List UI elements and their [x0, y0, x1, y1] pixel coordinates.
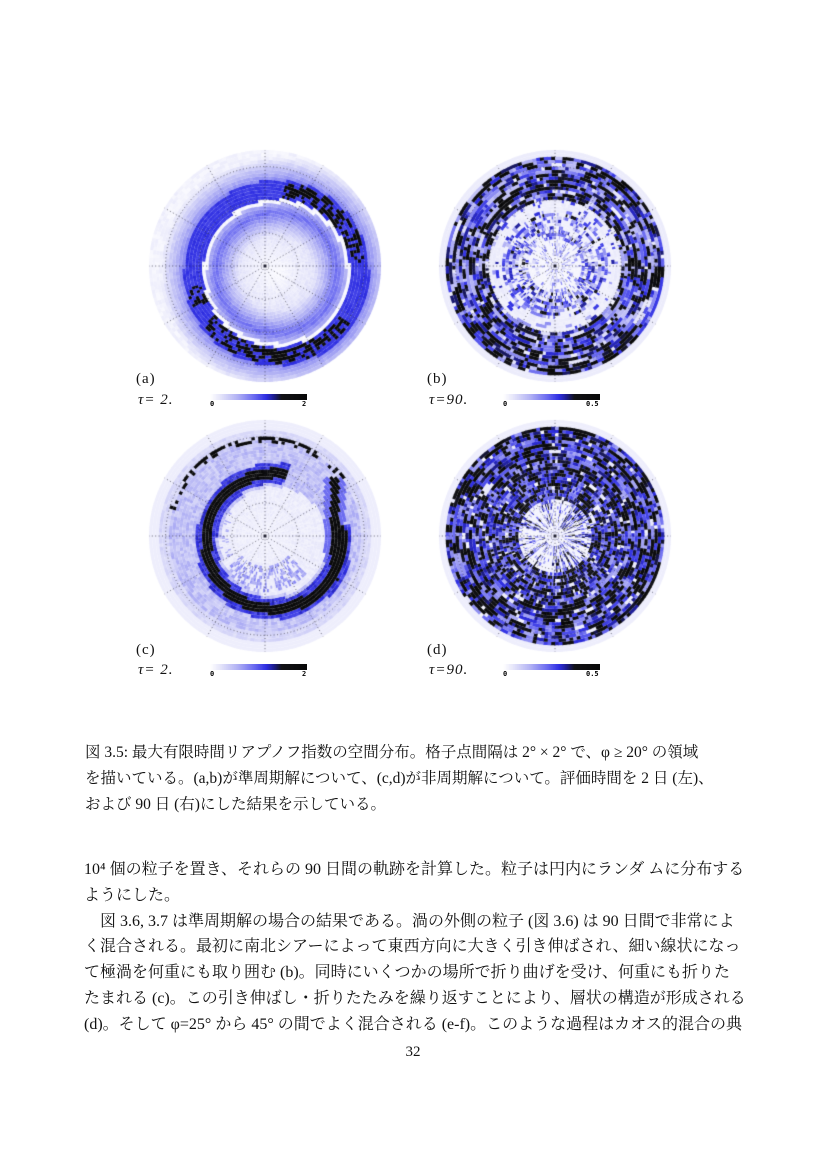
polar-plot-c — [145, 416, 385, 656]
body-text — [84, 857, 750, 1038]
panel-c-colorbar-max: 2 — [302, 670, 307, 678]
body-line: く混合される。最初に南北シアーによって東西方向に大きく引き伸ばされ、細い線状になっ — [84, 938, 741, 956]
panel-c-colorbar-min: 0 — [210, 670, 215, 678]
panel-a-colorbar — [210, 394, 307, 400]
panel-c-label: (c) — [136, 642, 156, 658]
body-line: ようにした。 — [84, 886, 181, 904]
polar-plot-b — [435, 146, 675, 386]
body-line: て極渦を何重にも取り囲む (b)。同時にいくつかの場所で折り曲げを受け、何重にも折りた — [84, 964, 731, 982]
panel-b-colorbar-min: 0 — [503, 400, 508, 408]
panel-d-label: (d) — [427, 642, 448, 658]
figure-caption — [85, 740, 747, 818]
panel-b-label: (b) — [427, 371, 448, 387]
body-line: 10⁴ 個の粒子を置き、それらの 90 日間の軌跡を計算した。粒子は円内にランダ ムに分布する — [84, 861, 745, 878]
body-line: 図 3.6, 3.7 は準周期解の場合の結果である。渦の外側の粒子 (図 3.6) は 90 日間で非常によ — [84, 912, 735, 930]
panel-d-colorbar-min: 0 — [503, 670, 508, 678]
panel-b-colorbar-max: 0.5 — [586, 400, 599, 408]
panel-c-tau-label: τ= 2. — [138, 662, 174, 678]
body-line: たまれる (c)。この引き伸ばし・折りたたみを繰り返すことにより、層状の構造が形成される — [84, 989, 746, 1007]
panel-a-label: (a) — [136, 371, 156, 387]
panel-a-colorbar-min: 0 — [210, 400, 215, 408]
page-number: 32 — [405, 1044, 421, 1060]
panel-a-tau-label: τ= 2. — [138, 392, 174, 408]
body-line: (d)。そして φ=25° から 45° の間でよく混合される (e-f)。このような過程はカオス的混合の典 — [84, 1015, 742, 1033]
panel-c-colorbar — [210, 664, 307, 670]
polar-plot-a — [145, 146, 385, 386]
panel-d-colorbar-max: 0.5 — [586, 670, 599, 678]
panel-a-colorbar-max: 2 — [302, 400, 307, 408]
caption-line: 図 3.5: 最大有限時間リアプノフ指数の空間分布。格子点間隔は 2° × 2° で、φ ≥ 20° の領域 — [85, 744, 699, 761]
polar-plot-d — [435, 416, 675, 656]
panel-d-tau-label: τ=90. — [429, 662, 469, 678]
caption-line: および 90 日 (右)にした結果を示している。 — [85, 796, 386, 813]
panel-b-tau-label: τ=90. — [429, 392, 469, 408]
caption-line: を描いている。(a,b)が準周期解について、(c,d)が非周期解について。評価時間を 2 日 (左)、 — [85, 770, 714, 787]
